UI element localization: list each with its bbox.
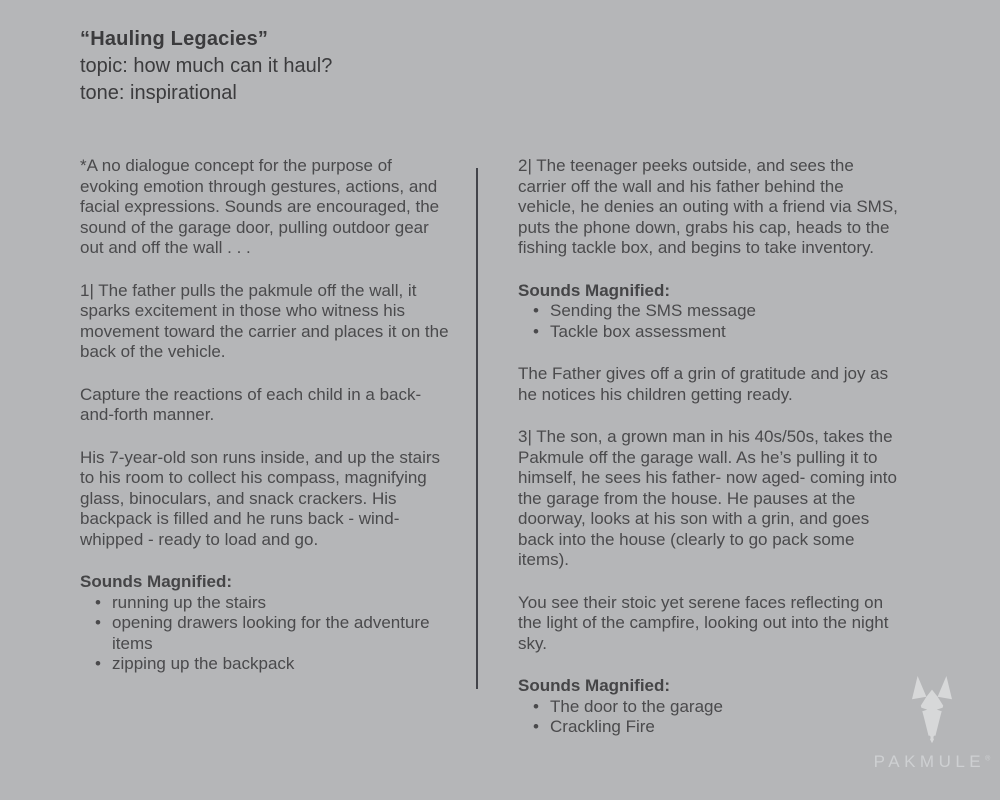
header bbox=[80, 26, 332, 107]
list-item: • Crackling Fire bbox=[518, 717, 904, 738]
page-title: “Hauling Legacies” bbox=[80, 28, 269, 50]
paragraph-scene-3: 3| The son, a grown man in his 40s/50s, takes the Pakmule off the garage wall. As he’s pulling it to himself, he sees his father- now aged- coming into the garage from the house. He pauses at the doorway, looks at his son with a grin, and goes back into the house (clearly to go pack some items). bbox=[518, 427, 897, 569]
right-column bbox=[518, 156, 904, 760]
list-item: • Tackle box assessment bbox=[518, 322, 904, 343]
brand-logo bbox=[862, 676, 1000, 772]
sounds-magnified-heading: Sounds Magnified: bbox=[80, 572, 233, 591]
topic-line: topic: how much can it haul? bbox=[80, 55, 333, 77]
left-column bbox=[80, 156, 452, 697]
paragraph-father-grin: The Father gives off a grin of gratitude and joy as he notices his children getting ready. bbox=[518, 364, 889, 404]
paragraph-son-7: His 7-year-old son runs inside, and up the stairs to his room to collect his compass, magnifying glass, binoculars, and snack crackers. His backpack is filled and he runs back - wind-whipped - ready to load and go. bbox=[80, 447, 441, 549]
paragraph-scene-2: 2| The teenager peeks outside, and sees the carrier off the wall and his father behind the vehicle, he denies an outing with a friend via SMS, puts the phone down, grabs his cap, heads to the fishing tackle box, and begins to take inventory. bbox=[518, 156, 898, 257]
paragraph-scene-1: 1| The father pulls the pakmule off the wall, it sparks excitement in those who witness his movement toward the carrier and places it on the back of the vehicle. bbox=[80, 280, 449, 361]
sounds-list bbox=[518, 301, 904, 342]
list-item: • running up the stairs bbox=[80, 593, 452, 614]
brand-wordmark bbox=[862, 752, 1000, 772]
list-item: • Sending the SMS message bbox=[518, 301, 904, 322]
sounds-magnified-heading: Sounds Magnified: bbox=[518, 676, 671, 695]
list-item: • zipping up the backpack bbox=[80, 654, 452, 675]
list-item: • The door to the garage bbox=[518, 697, 904, 718]
paragraph-campfire: You see their stoic yet serene faces reflecting on the light of the campfire, looking out into the night sky. bbox=[518, 592, 889, 653]
column-divider bbox=[476, 168, 478, 689]
sounds-list bbox=[518, 697, 904, 738]
paragraph-capture-note: Capture the reactions of each child in a back-and-forth manner. bbox=[80, 384, 422, 424]
mule-head-icon bbox=[908, 676, 956, 748]
list-item: • opening drawers looking for the adventure items bbox=[80, 613, 452, 654]
registered-mark: ® bbox=[985, 755, 991, 763]
sounds-list bbox=[80, 593, 452, 675]
tone-line: tone: inspirational bbox=[80, 82, 237, 104]
paragraph-concept-note: *A no dialogue concept for the purpose of evoking emotion through gestures, actions, and facial expressions. Sounds are encouraged, the sound of the garage door, pulling outdoor gear out and off the wall . . . bbox=[80, 156, 440, 257]
brand-name: PAKMULE bbox=[873, 752, 986, 771]
sounds-magnified-heading: Sounds Magnified: bbox=[518, 280, 671, 300]
